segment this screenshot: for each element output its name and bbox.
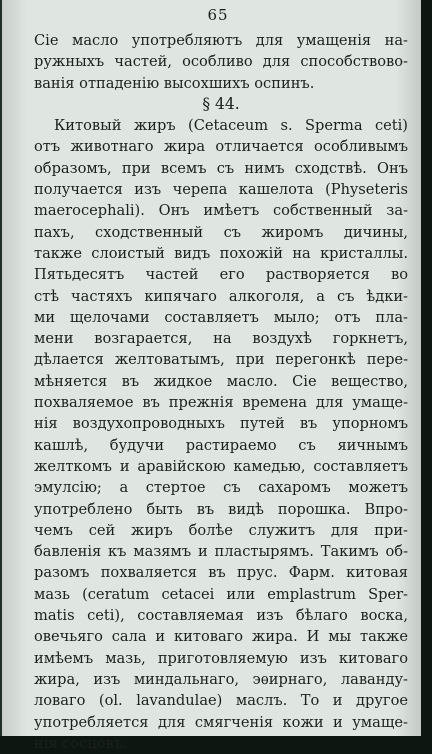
text-line: Пятьдесятъ частей его растворяется во xyxy=(34,266,408,284)
text-line: мазь (ceratum cetacei или emplastrum Sper- xyxy=(34,585,408,603)
text-line: мени возгарается, на воздухѣ горкнетъ, xyxy=(34,330,408,348)
text-line: чемъ сей жиръ болѣе служитъ для при- xyxy=(34,521,408,539)
text-line: нія воздухопроводныхъ путей въ упорномъ xyxy=(34,415,408,433)
text-line: matis ceti), составляемая изъ бѣлаго воска, xyxy=(34,607,408,625)
text-line: ружныхъ частей, особливо для способствово- xyxy=(34,53,408,71)
text-line: бавленія къ мазямъ и пластырямъ. Такимъ об- xyxy=(34,543,408,561)
text-line: ми щелочами составляетъ мыло; отъ пла- xyxy=(34,308,408,326)
text-line: также слоистый видъ похожій на кристаллы. xyxy=(34,244,408,262)
text-line: maerocephali). Онъ имѣетъ собственный за- xyxy=(34,202,408,220)
text-line: Сіе масло употребляютъ для умащенія на- xyxy=(34,32,408,49)
text-line: ловаго (ol. lavandulae) маслъ. То и другое xyxy=(34,692,408,710)
text-line: ванія отпаденію высохшихъ оспинъ. xyxy=(34,74,315,92)
text-line: употребляется для смягченія кожи и умаще- xyxy=(34,713,408,731)
text-line: нія сосцовъ. xyxy=(34,734,128,752)
page-number: 65 xyxy=(207,6,229,24)
text-line: Китовый жиръ (Cetaceum s. Sperma ceti) xyxy=(54,117,408,135)
book-page xyxy=(2,0,421,752)
text-line: овечьяго сала и китоваго жира. И мы также xyxy=(34,628,408,646)
section-heading: § 44. xyxy=(202,94,240,113)
text-line: мѣняется въ жидкое масло. Сіе вещество, xyxy=(34,372,408,390)
text-line: употреблено быть въ видѣ порошка. Впро- xyxy=(34,500,408,518)
text-line: имѣемъ мазь, приготовляемую изъ китоваго xyxy=(34,649,408,667)
text-line: образомъ, при всемъ съ нимъ сходствѣ. Онъ xyxy=(34,159,408,177)
text-line: пахъ, сходственный съ жиромъ дичины, xyxy=(34,223,408,241)
text-line: эмулсію; а стертое съ сахаромъ можетъ xyxy=(34,479,408,497)
text-line: похваляемое въ прежнія времена для умаще- xyxy=(34,394,408,412)
text-line: отъ животнаго жира отличается особливымъ xyxy=(34,138,408,156)
text-line: получается изъ черепа кашелота (Physeteris xyxy=(34,181,408,199)
text-line: кашлѣ, будучи растираемо съ яичнымъ xyxy=(34,436,408,454)
text-line: жира, изъ миндальнаго, эѳирнаго, лаванду- xyxy=(34,670,408,688)
text-line: разомъ похваляется въ прус. Фарм. китовая xyxy=(34,564,408,582)
text-line: желткомъ и аравійскою камедью, составляетъ xyxy=(34,457,408,475)
text-line: стѣ частяхъ кипячаго алкоголя, а съ ѣдки- xyxy=(34,287,408,305)
text-block xyxy=(34,30,408,754)
text-line: дѣлается желтоватымъ, при перегонкѣ пере- xyxy=(34,351,408,369)
